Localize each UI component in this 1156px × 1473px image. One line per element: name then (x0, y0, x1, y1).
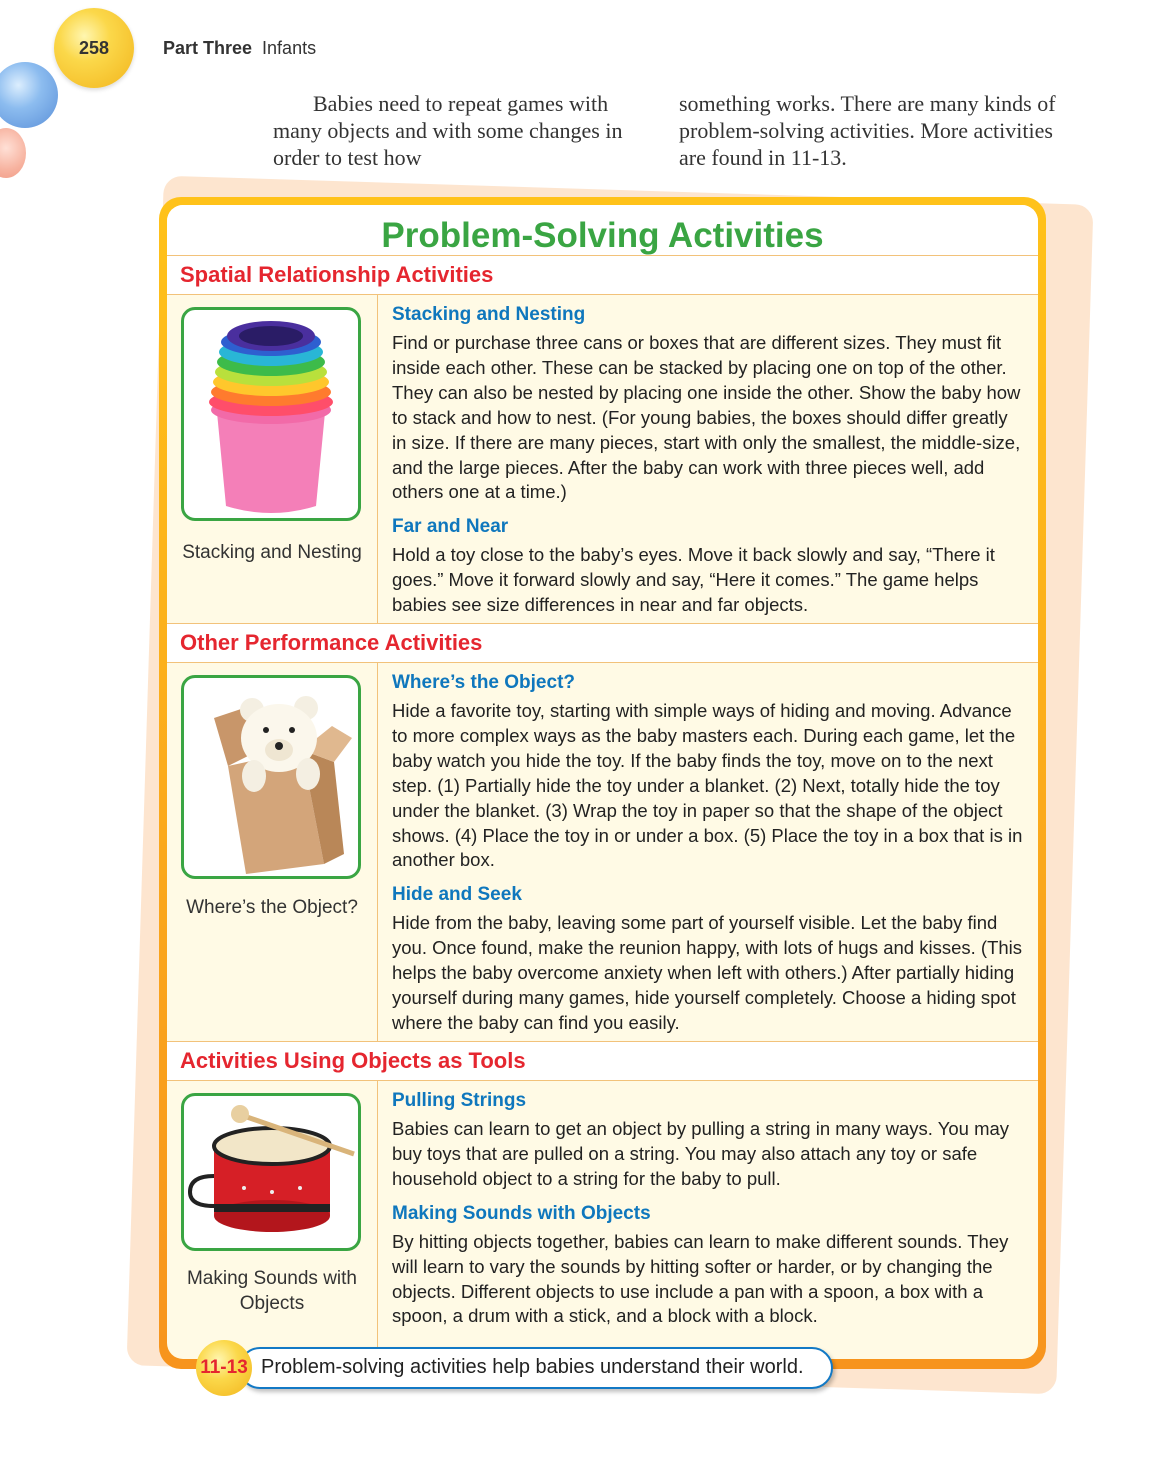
chapter-label: Infants (262, 38, 317, 58)
stacking-cups-image (181, 307, 361, 521)
drum-image (181, 1093, 361, 1251)
section-heading-performance: Other Performance Activities (167, 624, 1038, 663)
intro-right-column: something works. There are many kinds of problem-solving activities. More activities are found in 11-13. (679, 91, 1056, 170)
teddy-in-box-image (181, 675, 361, 879)
activity-text: Hold a toy close to the baby’s eyes. Move it back slowly and say, “There it goes.” Move it forward slowly and say, “Here it comes.” The game helps babies see size differences in near and far objects. (392, 544, 995, 616)
activity-text: Babies can learn to get an object by pulling a string in many ways. You may buy toys that are pulled on a string. You may also attach any toy or safe household object to a string for the baby to pull. (392, 1118, 1010, 1189)
section-row-tools (167, 1081, 1038, 1359)
activities-box (159, 197, 1046, 1369)
section-heading-spatial: Spatial Relationship Activities (167, 256, 1038, 295)
image-caption-object: Where’s the Object? (186, 897, 358, 918)
activity-title: Where’s the Object? (392, 672, 575, 693)
image-caption-sounds: Making Sounds with Objects (186, 1268, 358, 1314)
activity-title: Stacking and Nesting (392, 304, 586, 325)
intro-left-column: Babies need to repeat games with many objects and with some changes in order to test how (273, 91, 623, 170)
section-row-performance (167, 663, 1038, 1042)
activity-text: Hide a favorite toy, starting with simple ways of hiding and moving. Advance to more complex ways as the baby masters each. During each game, let the baby watch you hide the toy. If the baby finds the toy, move on to the next step. (1) Partially hide the toy under a blanket. (2) Next, totally hide the toy under the blanket. (3) Wrap the toy in paper so that the shape of the object shows. (4) Place the toy in or under a box. (5) Place the toy in a box that is in another box. (392, 700, 1023, 871)
figure-caption: Problem-solving activities help babies understand their world. (261, 1356, 804, 1378)
activity-title: Pulling Strings (392, 1090, 527, 1111)
activity-text: By hitting objects together, babies can learn to make different sounds. They will learn to vary the sounds by hitting softer or harder, or by changing the objects. Different objects to use include a pan with a spoon, a box with a spoon, a drum with a stick, and a block with a block. (392, 1230, 1009, 1327)
part-label: Part Three (163, 38, 253, 58)
decorative-blue-circle (0, 62, 58, 128)
figure-number: 11-13 (200, 1357, 248, 1378)
page-number: 258 (78, 38, 110, 58)
image-caption-stacking: Stacking and Nesting (182, 542, 362, 563)
activity-text: Hide from the baby, leaving some part of yourself visible. Let the baby find you. Once found, make the reunion happy, with lots of hugs and kisses. (This helps the baby overcome anxiety when left with others.) After partially hiding yourself during many games, hide yourself completely. Choose a hiding spot where the baby can find you easily. (392, 912, 1023, 1033)
activity-title: Far and Near (392, 516, 509, 538)
running-head (163, 38, 316, 59)
section-heading-tools: Activities Using Objects as Tools (167, 1042, 1038, 1081)
activity-title: Making Sounds with Objects (392, 1202, 651, 1224)
activity-text: Find or purchase three cans or boxes that are different sizes. They must fit inside each other. These can be stacked by placing one on top of the other. They can also be nested by placing one inside the other. Show the baby how to stack and how to nest. (For young babies, the boxes should differ greatly in size. If there are many pieces, start with only the smallest, the middle-size, and the large pieces. After the baby can work with three pieces well, add others one at a time.) (392, 332, 1021, 503)
activity-title: Hide and Seek (392, 884, 522, 906)
decorative-pink-circle (0, 128, 26, 178)
section-row-spatial (167, 295, 1038, 624)
box-title: Problem-Solving Activities (167, 205, 1038, 256)
